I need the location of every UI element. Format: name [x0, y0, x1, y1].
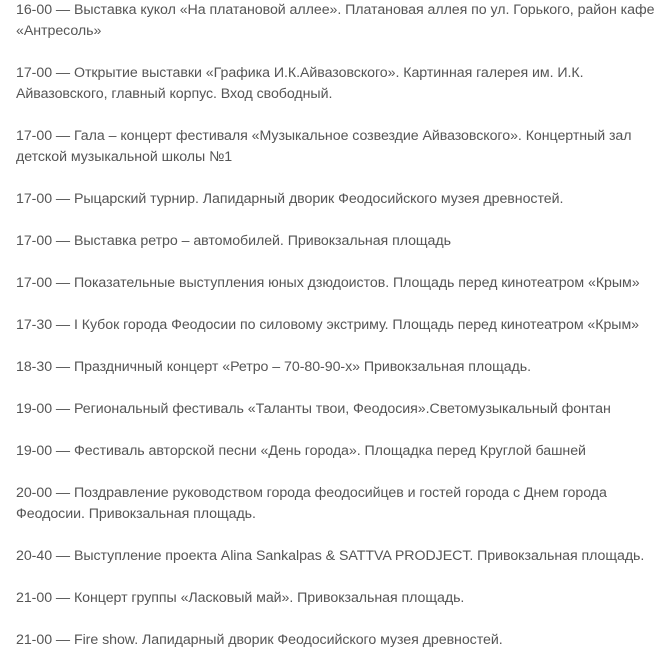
schedule-item-text-line: 17-00 — Показательные выступления юных дзюдоистов. Площадь перед кинотеатром «Крым» [16, 275, 640, 291]
schedule-item-text-line: 18-30 — Праздничный концерт «Ретро – 70-80-90-х» Привокзальная площадь. [16, 359, 532, 375]
schedule-item-text-line: 20-40 — Выступление проекта Alina Sankalpas & SATTVA PRODJECT. Привокзальная площадь. [16, 548, 645, 564]
schedule-item-text-line: 19-00 — Фестиваль авторской песни «День города». Площадка перед Круглой башней [16, 443, 586, 459]
schedule-item-text-line: детской музыкальной школы №1 [16, 149, 233, 165]
schedule-item [16, 483, 607, 525]
schedule-item [16, 0, 654, 42]
schedule-item-text-line: Феодосии. Привокзальная площадь. [16, 506, 256, 522]
schedule-item [16, 126, 632, 168]
schedule-item [16, 231, 451, 252]
schedule-item-text-line: 17-00 — Выставка ретро – автомобилей. Привокзальная площадь [16, 233, 451, 249]
schedule-item [16, 315, 639, 336]
schedule-item [16, 63, 584, 105]
schedule-item [16, 441, 586, 462]
schedule-item-text-line: 17-00 — Гала – концерт фестиваля «Музыкальное созвездие Айвазовского». Концертный зал [16, 128, 632, 144]
schedule-item [16, 273, 640, 294]
schedule-item-text-line: 17-30 — I Кубок города Феодосии по силовому экстриму. Площадь перед кинотеатром «Крым» [16, 317, 640, 333]
schedule-item-text-line: 17-00 — Открытие выставки «Графика И.К.Айвазовского». Картинная галерея им. И.К. [16, 65, 584, 81]
schedule-item [16, 399, 611, 420]
schedule-item-text-line: 19-00 — Региональный фестиваль «Таланты твои, Феодосия».Светомузыкальный фонтан [16, 401, 611, 417]
schedule-item [16, 546, 644, 567]
schedule-item [16, 189, 563, 210]
schedule-item-text-line: «Антресоль» [16, 23, 102, 39]
schedule-item [16, 630, 503, 651]
schedule-item-text-line: 21-00 — Fire show. Лапидарный дворик Феодосийского музея древностей. [16, 632, 503, 648]
schedule-item-text-line: 21-00 — Концерт группы «Ласковый май». Привокзальная площадь. [16, 590, 465, 606]
schedule-item-text-line: 16-00 — Выставка кукол «На платановой аллее». Платановая аллея по ул. Горького, район кафе [16, 2, 655, 18]
schedule-item-text-line: Айвазовского, главный корпус. Вход свободный. [16, 86, 333, 102]
schedule-item-text-line: 20-00 — Поздравление руководством города феодосийцев и гостей города с Днем города [16, 485, 607, 501]
schedule-item [16, 588, 464, 609]
schedule-item-text-line: 17-00 — Рыцарский турнир. Лапидарный дворик Феодосийского музея древностей. [16, 191, 564, 207]
schedule-item [16, 357, 531, 378]
